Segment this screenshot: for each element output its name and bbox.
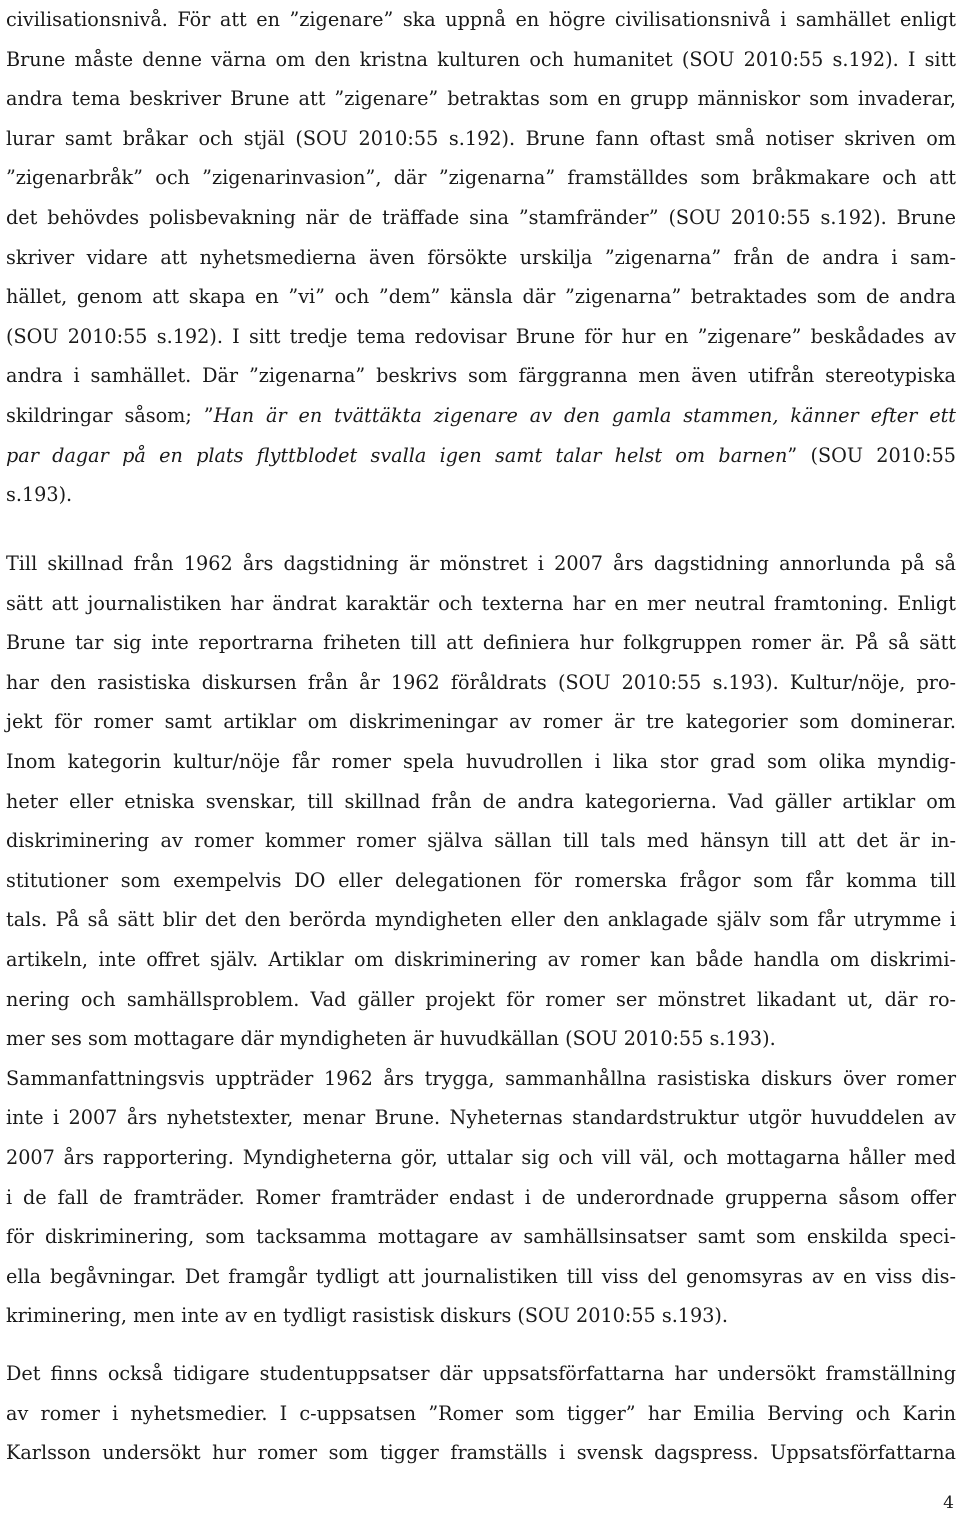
paragraph-2007-comparison — [6, 544, 956, 1336]
text-line: 2007 års rapportering. Myndigheterna gör, uttalar sig och vill väl, och mottagarna håller med — [6, 1145, 956, 1169]
text-line: jekt för romer samt artiklar om diskrimeningar av romer är tre kategorier som dominerar. — [6, 710, 956, 734]
text-line: det behövdes polisbevakning när de träffade sina ”stamfränder” (SOU 2010:55 s.192). Brune — [6, 205, 956, 229]
text-line: tals. På så sätt blir det den berörda myndigheten eller den anklagade själv som får utrymme i — [6, 908, 956, 932]
text-line: Sammanfattningsvis uppträder 1962 års trygga, sammanhållna rasistiska diskurs över romer — [6, 1066, 956, 1090]
text-line: har den rasistiska diskursen från år 1962 föråldrats (SOU 2010:55 s.193). Kultur/nöje, pro- — [6, 670, 956, 694]
text-line: s.193). — [6, 483, 73, 507]
text-line: för diskriminering, som tacksamma mottagare av samhällsinsatser samt som enskilda speci- — [6, 1225, 956, 1249]
text-segment: ” (SOU 2010:55 — [787, 443, 957, 467]
text-line: Till skillnad från 1962 års dagstidning är mönstret i 2007 års dagstidning annorlunda på så — [6, 552, 956, 575]
text-line: diskriminering av romer kommer romer själva sällan till tals med hänsyn till att det är in- — [6, 829, 956, 853]
text-line: Brune tar sig inte reportrarna friheten till att definiera hur folkgruppen romer är. På så sätt — [6, 631, 956, 655]
quotation-italic: Han är en tvättäkta zigenare av den gamla stammen, känner efter ett — [213, 403, 956, 427]
text-line: nering och samhällsproblem. Vad gäller projekt för romer ser mönstret likadant ut, där ro- — [6, 987, 956, 1011]
text-segment: skildringar såsom; ” — [6, 403, 214, 427]
text-line: sätt att journalistiken har ändrat karaktär och texterna har en mer neutral framtoning. Enligt — [6, 591, 956, 615]
text-line — [6, 436, 956, 476]
text-line: ”zigenarbråk” och ”zigenarinvasion”, där ”zigenarna” framställdes som bråkmakare och att — [6, 166, 956, 190]
text-line: andra i samhället. Där ”zigenarna” beskrivs som färggranna men även utifrån stereotypiska — [6, 364, 956, 388]
text-line: Karlsson undersökt hur romer som tigger framställs i svensk dagspress. Uppsatsförfattarna — [6, 1441, 956, 1465]
text-line: civilisationsnivå. För att en ”zigenare” ska uppnå en högre civilisationsnivå i samhället enligt — [6, 8, 956, 31]
text-line: av romer i nyhetsmedier. I c-uppsatsen ”Romer som tigger” har Emilia Berving och Karin — [6, 1401, 956, 1425]
text-line: (SOU 2010:55 s.192). I sitt tredje tema redovisar Brune för hur en ”zigenare” beskådades av — [6, 324, 956, 348]
text-line: inte i 2007 års nyhetstexter, menar Brune. Nyheternas standardstruktur utgör huvuddelen av — [6, 1106, 956, 1130]
text-line: hället, genom att skapa en ”vi” och ”dem” känsla där ”zigenarna” betraktades som de andra — [6, 285, 956, 309]
text-line: ella begåvningar. Det framgår tydligt att journalistiken till viss del genomsyras av en viss dis- — [6, 1264, 956, 1288]
text-line: skriver vidare att nyhetsmedierna även försökte urskilja ”zigenarna” från de andra i sam- — [6, 245, 956, 269]
text-line: Brune måste denne värna om den kristna kulturen och humanitet (SOU 2010:55 s.192). I sitt — [6, 47, 956, 71]
text-line: stitutioner som exempelvis DO eller delegationen för romerska frågor som får komma till — [6, 868, 956, 892]
text-line: Det finns också tidigare studentuppsatser där uppsatsförfattarna har undersökt framställning — [6, 1362, 956, 1385]
page-number: 4 — [943, 1493, 954, 1513]
text-line — [6, 396, 956, 436]
text-line: heter eller etniska svenskar, till skillnad från de andra kategorierna. Vad gäller artiklar om — [6, 789, 956, 813]
text-line: artikeln, inte offret själv. Artiklar om diskriminering av romer kan både handla om diskrimi- — [6, 947, 956, 971]
text-line: andra tema beskriver Brune att ”zigenare” betraktas som en grupp människor som invaderar, — [6, 87, 956, 111]
text-line: i de fall de framträder. Romer framträder endast i de underordnade grupperna såsom offer — [6, 1185, 956, 1209]
paragraph-student-theses — [6, 1354, 956, 1473]
paragraph-brune-themes — [6, 0, 956, 515]
text-line: kriminering, men inte av en tydligt rasistisk diskurs (SOU 2010:55 s.193). — [6, 1304, 729, 1328]
text-line: lurar samt bråkar och stjäl (SOU 2010:55 s.192). Brune fann oftast små notiser skriven om — [6, 126, 956, 150]
text-line: Inom kategorin kultur/nöje får romer spela huvudrollen i lika stor grad som olika myndig- — [6, 749, 956, 773]
text-line: mer ses som mottagare där myndigheten är huvudkällan (SOU 2010:55 s.193). — [6, 1027, 776, 1051]
quotation-italic: par dagar på en plats flyttblodet svalla igen samt talar helst om barnen — [6, 443, 788, 467]
